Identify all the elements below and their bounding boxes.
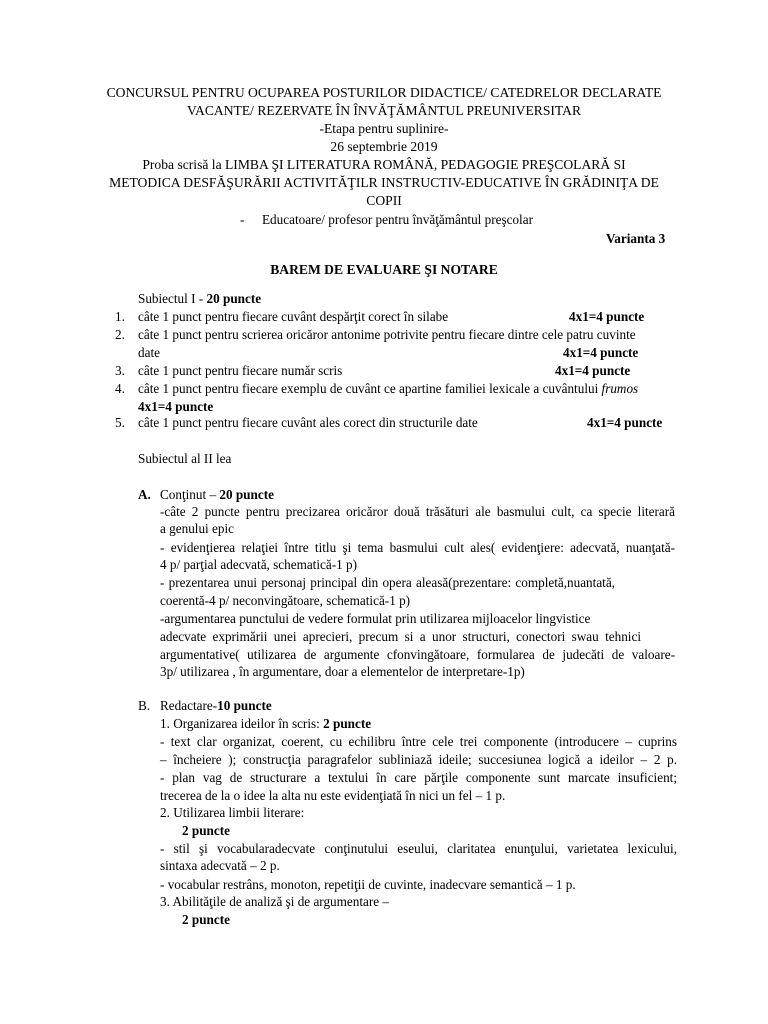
s1-item2-num: 2. (115, 327, 125, 342)
b-item2-points: 2 puncte (182, 823, 230, 838)
section-b-heading (160, 697, 272, 715)
header-line-2: VACANTE/ REZERVATE ÎN ÎNVĂŢĂMÂNTUL PREUNIVERSITAR (186, 103, 582, 118)
section-b-marker: B. (138, 698, 151, 713)
s1-item1-num: 1. (115, 309, 125, 324)
b-item1-points: 2 puncte (323, 716, 372, 731)
section-a-line-1: -câte 2 puncte pentru precizarea oricăror două trăsături ale basmului cult, ca specie literară (160, 504, 675, 519)
section-a-line-6: coerentă-4 p/ neconvingătoare, schematică-1 p) (160, 593, 411, 608)
b-item1-heading (160, 715, 371, 733)
section-b-title: Redactare- (160, 698, 218, 713)
s1-item4-italic-word: frumos (601, 381, 639, 396)
b-item1-line-3: - plan vag de structurare a textului în care părţile componente sunt marcate insuficient; (160, 770, 677, 785)
section-a-points: 20 puncte (219, 487, 274, 502)
subiect2-heading: Subiectul al II lea (138, 451, 232, 466)
s1-item4-num: 4. (115, 381, 125, 396)
section-a-line-7: -argumentarea punctului de vedere formulat prin utilizarea mijloacelor lingvistice (160, 611, 591, 626)
header-stage: -Etapa pentru suplinire- (319, 121, 449, 136)
s1-item4-body: câte 1 punct pentru fiecare exemplu de cuvânt ce apartine familiei lexicale a cuvântului (138, 381, 602, 396)
section-b-points: 10 puncte (217, 698, 272, 713)
section-a-line-5: - prezentarea unui personaj principal din opera aleasă(prezentare: completă,nuantată, (160, 575, 615, 590)
document-title: BAREM DE EVALUARE ŞI NOTARE (270, 262, 498, 277)
b-item2-label: 2. Utilizarea limbii literare: (160, 805, 305, 820)
s1-item5-num: 5. (115, 415, 125, 430)
b-item2-line-1: - stil şi vocabularadecvate conţinutului eseului, claritatea enunţului, varietatea lexicului, (160, 841, 677, 856)
section-a-line-9: argumentative( utilizarea de argumente cfonvingătoare, formularea de judecăti de valoare- (160, 647, 675, 662)
subiect1-points: 20 puncte (206, 291, 262, 306)
section-a-line-8: adecvate exprimării unei aprecieri, precum si a unor structuri, conectori swau tehnici (160, 629, 641, 644)
header-line-1: CONCURSUL PENTRU OCUPAREA POSTURILOR DIDACTICE/ CATEDRELOR DECLARATE (106, 85, 662, 100)
s1-item1-text: câte 1 punct pentru fiecare cuvânt despărţit corect în silabe (138, 309, 449, 324)
s1-item3-text: câte 1 punct pentru fiecare număr scris (138, 363, 343, 378)
section-a-line-4: 4 p/ parţial adecvată, schematică-1 p) (160, 557, 357, 572)
b-item3-label: 3. Abilităţile de analiză şi de argumentare – (160, 894, 389, 909)
section-a-marker: A. (138, 487, 151, 502)
s1-item5-text: câte 1 punct pentru fiecare cuvânt ales corect din structurile date (138, 415, 478, 430)
s1-item2-score: 4x1=4 puncte (563, 345, 639, 360)
variant-label: Varianta 3 (606, 231, 666, 246)
header-audience: Educatoare/ profesor pentru învăţământul preşcolar (262, 212, 533, 227)
s1-item2-text-cont: date (138, 345, 160, 360)
s1-item4-score: 4x1=4 puncte (138, 399, 214, 414)
section-a-line-3: - evidenţierea relaţiei între titlu şi tema basmului cult ales( evidenţiere: adecvată, nuanţată- (160, 540, 675, 555)
header-line-5: Proba scrisă la LIMBA ŞI LITERATURA ROMÂNĂ, PEDAGOGIE PREŞCOLARĂ SI (142, 157, 626, 172)
b-item1-line-2: – încheiere ); construcţia paragrafelor subliniază ideile; succesiunea logică a ideilor – 2 p. (160, 752, 677, 767)
b-item1-line-4: trecerea de la o idee la alta nu este evidenţiată în nici un fel – 1 p. (160, 788, 506, 803)
subiect1-heading (138, 290, 261, 308)
s1-item3-score: 4x1=4 puncte (555, 363, 631, 378)
s1-item2-text: câte 1 punct pentru scrierea oricăror antonime potrivite pentru fiecare dintre cele patru cuvinte (138, 327, 636, 342)
b-item2-line-2: sintaxa adecvată – 2 p. (160, 858, 280, 873)
header-line-6: METODICA DESFĂŞURĂRII ACTIVITĂŢILR INSTRUCTIV-EDUCATIVE ÎN GRĂDINIŢA DE (109, 175, 659, 190)
b-item1-line-1: - text clar organizat, coerent, cu echilibru între cele trei componente (introducere – cuprins (160, 734, 677, 749)
section-a-heading (160, 486, 274, 504)
s1-item1-score: 4x1=4 puncte (569, 309, 645, 324)
header-dash: - (240, 212, 245, 227)
b-item2-line-3: - vocabular restrâns, monoton, repetiţii de cuvinte, inadecvare semantică – 1 p. (160, 877, 576, 892)
section-a-line-2: a genului epic (160, 521, 234, 536)
section-a-line-10: 3p/ utilizarea , în argumentare, doar a elementelor de interpretare-1p) (160, 664, 525, 679)
s1-item4-text (138, 380, 638, 398)
b-item3-points: 2 puncte (182, 912, 230, 927)
section-a-title: Conţinut – (160, 487, 220, 502)
s1-item5-score: 4x1=4 puncte (587, 415, 663, 430)
b-item1-label: 1. Organizarea ideilor în scris: (160, 716, 324, 731)
subiect1-label: Subiectul I - (138, 291, 207, 306)
s1-item3-num: 3. (115, 363, 125, 378)
header-date: 26 septembrie 2019 (330, 139, 438, 154)
header-line-7: COPII (366, 193, 402, 208)
